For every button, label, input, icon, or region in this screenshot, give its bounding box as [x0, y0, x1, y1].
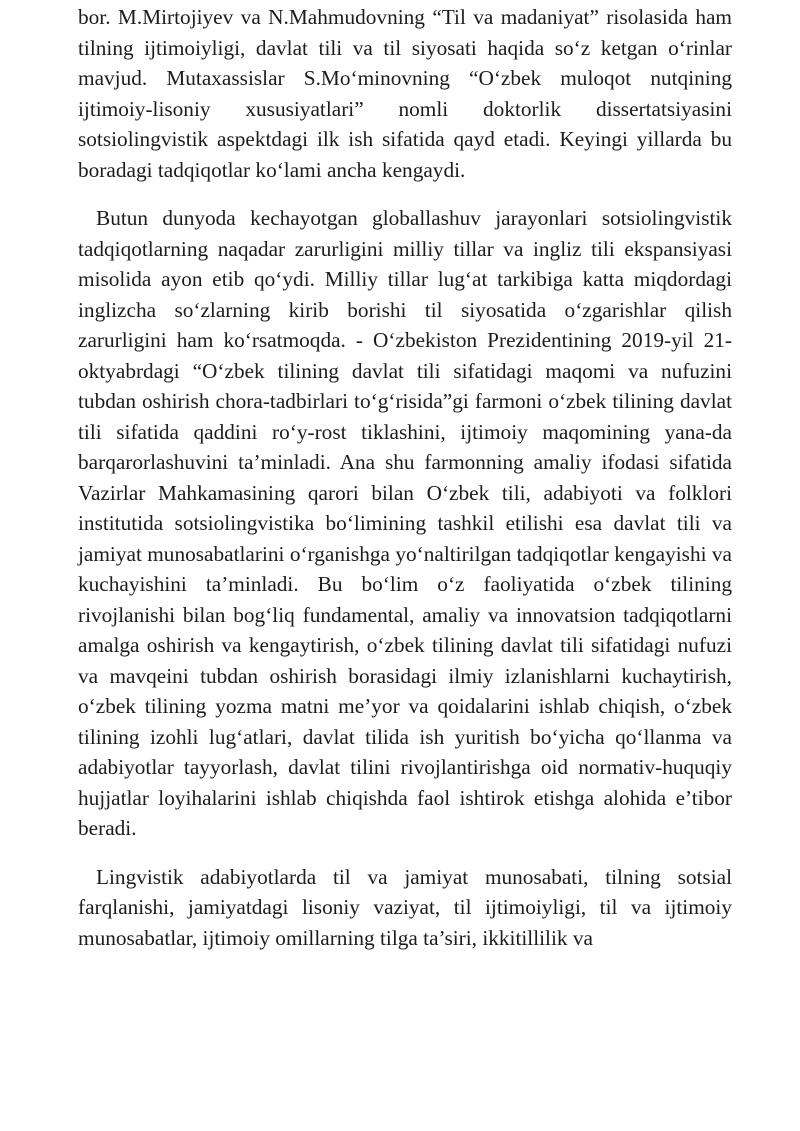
paragraph-spacer: [78, 844, 732, 862]
paragraph-continuation: bor. M.Mirtojiyev va N.Mahmudovning “Til va madaniyat” risolasida ham tilning ijtimoiyligi, davlat tili va til siyosati haqida so‘z ketgan o‘rinlar mavjud. Mutaxassislar S.Mo‘minovning “O‘zbek muloqot nutqining ijtimoiy-lisoniy xususiyatlari” nomli doktorlik dissertatsiyasini sotsiolingvistik aspektdagi ilk ish sifatida qayd etadi. Keyingi yillarda bu boradagi tadqiqotlar ko‘lami ancha kengaydi.: [78, 5, 732, 182]
paragraph-spacer: [78, 185, 732, 203]
paragraph-linguistic-literature: Lingvistik adabiyotlarda til va jamiyat munosabati, tilning sotsial farqlanishi, jamiyatdagi lisoniy vaziyat, til ijtimoiyligi, til va ijtimoiy munosabatlar, ijtimoiy omillarning tilga ta’siri, ikkitillilik va: [78, 864, 732, 950]
paragraph-globalization: Butun dunyoda kechayotgan globallashuv jarayonlari sotsiolingvistik tadqiqotlarning naqadar zarurligini milliy tillar va ingliz tili ekspansiyasi misolida ayon etib qo‘ydi. Milliy tillar lug‘at tarkibiga katta miqdordagi inglizcha so‘zlarning kirib borishi til siyosatida o‘zgarishlar qilish zarurligini ham ko‘rsatmoqda. - O‘zbekiston Prezidentining 2019-yil 21-oktyabrdagi “O‘zbek tilining davlat tili sifatidagi maqomi va nufuzini tubdan oshirish chora-tadbirlari to‘g‘risida”gi farmoni o‘zbek tilining davlat tili sifatida qaddini ro‘y-rost tiklashini, ijtimoiy maqomining yana-da barqarorlashuvini ta’minladi. Ana shu farmonning amaliy ifodasi sifatida Vazirlar Mahkamasining qarori bilan O‘zbek tili, adabiyoti va folklori institutida sotsiolingvistika bo‘limining tashkil etilishi esa davlat tili va jamiyat munosabatlarini o‘rganishga yo‘naltirilgan tadqiqotlar kengayishi va kuchayishini ta’minladi. Bu bo‘lim o‘z faoliyatida o‘zbek tilining rivojlanishi bilan bog‘liq fundamental, amaliy va innovatsion tadqiqotlarni amalga oshirish va kengaytirish, o‘zbek tilining davlat tili sifatidagi nufuzi va mavqeini tubdan oshirish borasidagi ilmiy izlanishlarni kuchaytirish, o‘zbek tilining yozma matni me’yor va qoidalarini ishlab chiqish, o‘zbek tilining izohli lug‘atlari, davlat tilida ish yuritish bo‘yicha qo‘llanma va adabiyotlar tayyorlash, davlat tilini rivojlantirishga oid normativ-huquqiy hujjatlar loyihalarini ishlab chiqishda faol ishtirok etishga alohida e’tibor beradi.: [78, 206, 732, 840]
document-page: [78, 2, 732, 953]
